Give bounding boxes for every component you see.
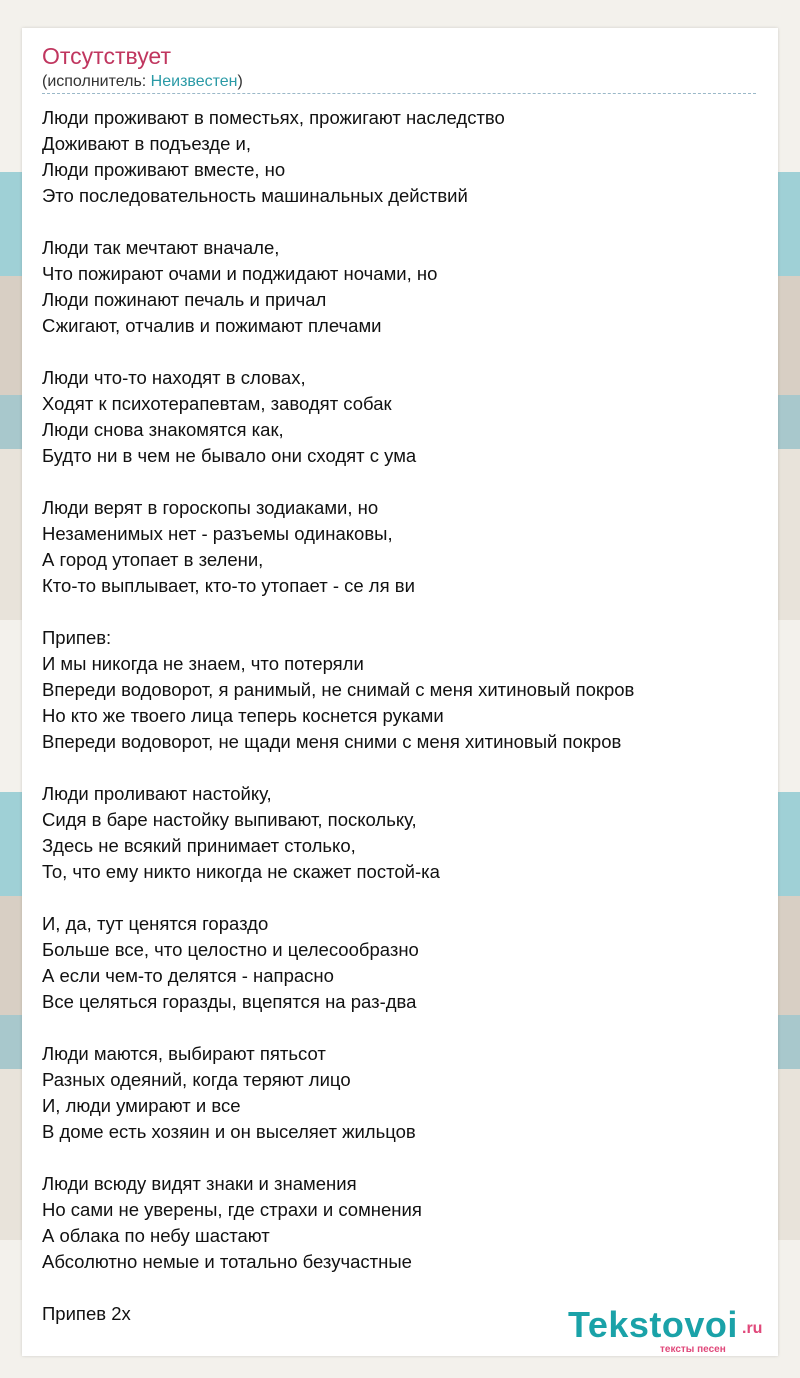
lyric-line: Но сами не уверены, где страхи и сомнения [42,1199,422,1220]
logo-domain-text: .ru [742,1320,763,1337]
lyric-line: Что пожирают очами и поджидают ночами, но [42,263,438,284]
lyric-line: Здесь не всякий принимает столько, [42,835,356,856]
logo-main-text: Tekstovoi [568,1304,738,1345]
lyric-line: Больше все, что целостно и целесообразно [42,939,419,960]
lyric-line: Люди маются, выбирают пятьсот [42,1043,326,1064]
lyrics-card [22,28,778,1356]
stanza-gap [42,469,762,495]
lyric-line: А если чем-то делятся - напрасно [42,965,334,986]
lyric-line: И, да, тут ценятся гораздо [42,913,269,934]
stanza-gap [42,1275,762,1301]
lyric-line: Припев 2x [42,1303,131,1324]
lyric-line: Люди проживают в поместьях, прожигают наследство [42,107,505,128]
logo-tagline: тексты песен [660,1344,726,1355]
lyric-line: Кто-то выплывает, кто-то утопает - се ля ви [42,575,415,596]
stanza-gap [42,599,762,625]
lyric-line: Доживают в подъезде и, [42,133,251,154]
lyric-line: И, люди умирают и все [42,1095,241,1116]
lyric-line: То, что ему никто никогда не скажет постой-ка [42,861,440,882]
stanza-gap [42,209,762,235]
stanza-gap [42,1145,762,1171]
lyric-line: Будто ни в чем не бывало они сходят с ума [42,445,417,466]
lyric-line: А город утопает в зелени, [42,549,264,570]
lyric-line: Незаменимых нет - разъемы одинаковы, [42,523,393,544]
lyric-line: Абсолютно немые и тотально безучастные [42,1251,412,1272]
artist-prefix: (исполнитель: [42,73,151,90]
lyric-line: Люди всюду видят знаки и знамения [42,1173,357,1194]
lyric-line: Впереди водоворот, не щади меня сними с меня хитиновый покров [42,731,622,752]
lyrics-body [42,105,762,1327]
lyric-line: Разных одеяний, когда теряют лицо [42,1069,351,1090]
stanza-gap [42,339,762,365]
lyric-line: Люди пожинают печаль и причал [42,289,327,310]
lyric-line: Все целяться горазды, вцепятся на раз-два [42,991,417,1012]
stanza-gap [42,755,762,781]
lyric-line: В доме есть хозяин и он выселяет жильцов [42,1121,416,1142]
lyric-line: Люди проливают настойку, [42,783,272,804]
lyric-line: Но кто же твоего лица теперь коснется руками [42,705,444,726]
lyric-line: И мы никогда не знаем, что потеряли [42,653,364,674]
title-divider [42,93,756,94]
lyric-line: Это последовательность машинальных действий [42,185,468,206]
lyric-line: Люди что-то находят в словах, [42,367,306,388]
stanza-gap [42,885,762,911]
artist-suffix: ) [237,73,243,90]
lyric-line: Ходят к психотерапевтам, заводят собак [42,393,392,414]
song-title: Отсутствует [42,43,171,69]
lyric-line: Люди снова знакомятся как, [42,419,284,440]
artist-link[interactable]: Неизвестен [150,73,238,90]
lyric-line: Люди проживают вместе, но [42,159,286,180]
lyric-line: Сидя в баре настойку выпивают, поскольку, [42,809,417,830]
lyric-line: Сжигают, отчалив и пожимают плечами [42,315,382,336]
lyric-line: Впереди водоворот, я ранимый, не снимай с меня хитиновый покров [42,679,635,700]
stanza-gap [42,1015,762,1041]
lyric-line: Припев: [42,627,112,648]
lyric-line: Люди так мечтают вначале, [42,237,280,258]
lyric-line: А облака по небу шастают [42,1225,270,1246]
lyric-line: Люди верят в гороскопы зодиаками, но [42,497,379,518]
artist-line [42,73,243,91]
site-logo[interactable] [568,1304,778,1358]
